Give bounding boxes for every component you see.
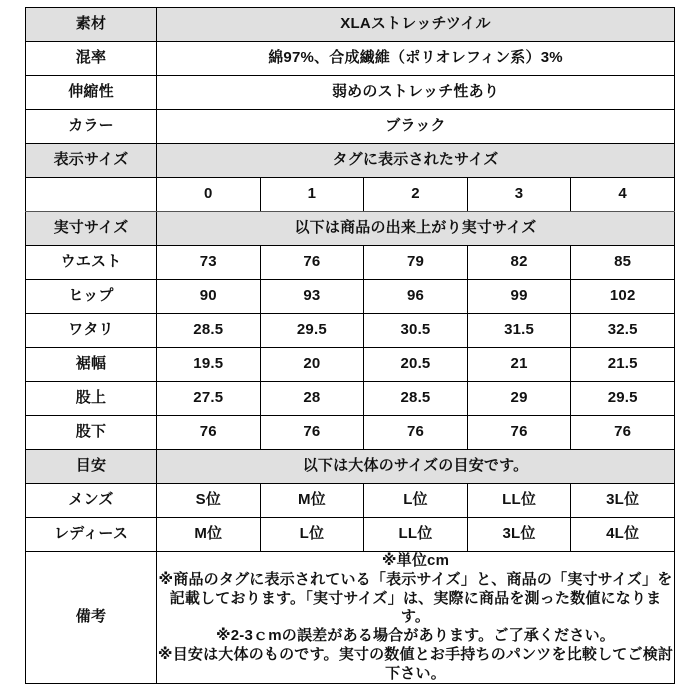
- table-row: [26, 280, 675, 314]
- table-row: [26, 518, 675, 552]
- row-label-empty: [26, 178, 157, 212]
- table-row: [26, 382, 675, 416]
- table-row: [26, 314, 675, 348]
- size-cell: 3L位: [571, 484, 675, 518]
- note-line: ※単位cm: [381, 552, 450, 569]
- size-cell: 4: [571, 178, 675, 212]
- size-cell: 29.5: [260, 314, 364, 348]
- row-value-merged: 以下は商品の出来上がり実寸サイズ: [157, 212, 675, 246]
- size-cell: 79: [364, 246, 468, 280]
- size-cell: 76: [260, 416, 364, 450]
- row-value-merged: タグに表示されたサイズ: [157, 144, 675, 178]
- table-row: [26, 348, 675, 382]
- row-label: メンズ: [26, 484, 157, 518]
- size-cell: L位: [364, 484, 468, 518]
- size-cell: 19.5: [157, 348, 261, 382]
- size-cell: 76: [571, 416, 675, 450]
- size-cell: 76: [467, 416, 571, 450]
- size-cell: 27.5: [157, 382, 261, 416]
- size-cell: 21: [467, 348, 571, 382]
- table-row: [26, 450, 675, 484]
- note-line: ※2-3ｃmの誤差がある場合があります。ご了承ください。: [215, 627, 615, 644]
- row-value-merged: 弱めのストレッチ性あり: [157, 76, 675, 110]
- size-cell: M位: [260, 484, 364, 518]
- size-cell: 20.5: [364, 348, 468, 382]
- size-cell: 20: [260, 348, 364, 382]
- row-label: 表示サイズ: [26, 144, 157, 178]
- table-row: [26, 212, 675, 246]
- size-cell: M位: [157, 518, 261, 552]
- row-label: ヒップ: [26, 280, 157, 314]
- size-cell: L位: [260, 518, 364, 552]
- row-value-merged: ブラック: [157, 110, 675, 144]
- size-cell: 99: [467, 280, 571, 314]
- table-row: [26, 42, 675, 76]
- row-label: 伸縮性: [26, 76, 157, 110]
- row-label: ワタリ: [26, 314, 157, 348]
- row-label: 実寸サイズ: [26, 212, 157, 246]
- row-label: 股上: [26, 382, 157, 416]
- row-label: 股下: [26, 416, 157, 450]
- tag-size-number-row: [26, 178, 675, 212]
- size-cell: 3: [467, 178, 571, 212]
- size-cell: LL位: [467, 484, 571, 518]
- size-cell: 102: [571, 280, 675, 314]
- size-cell: 3L位: [467, 518, 571, 552]
- size-cell: 32.5: [571, 314, 675, 348]
- spec-table-body: [26, 8, 675, 684]
- size-cell: 29.5: [571, 382, 675, 416]
- size-cell: LL位: [364, 518, 468, 552]
- size-cell: 21.5: [571, 348, 675, 382]
- row-value-merged: 以下は大体のサイズの目安です。: [157, 450, 675, 484]
- row-label: レディース: [26, 518, 157, 552]
- size-cell: 31.5: [467, 314, 571, 348]
- size-cell: 76: [364, 416, 468, 450]
- note-line: ※目安は大体のものです。実寸の数値とお手持ちのパンツを比較してご検討下さい。: [157, 645, 674, 682]
- table-row: [26, 484, 675, 518]
- size-cell: 29: [467, 382, 571, 416]
- row-label: 混率: [26, 42, 157, 76]
- row-label: 目安: [26, 450, 157, 484]
- table-row: [26, 110, 675, 144]
- size-cell: 28: [260, 382, 364, 416]
- size-cell: 96: [364, 280, 468, 314]
- notes-body: [157, 552, 675, 684]
- size-cell: 85: [571, 246, 675, 280]
- size-cell: 90: [157, 280, 261, 314]
- size-cell: 28.5: [157, 314, 261, 348]
- size-spec-sheet: [25, 7, 675, 684]
- row-value-merged: 綿97%、合成繊維（ポリオレフィン系）3%: [157, 42, 675, 76]
- table-row: [26, 76, 675, 110]
- size-cell: S位: [157, 484, 261, 518]
- row-value-merged: XLAストレッチツイル: [157, 8, 675, 42]
- row-label: 裾幅: [26, 348, 157, 382]
- size-cell: 30.5: [364, 314, 468, 348]
- table-row: [26, 246, 675, 280]
- size-cell: 76: [260, 246, 364, 280]
- row-label: 素材: [26, 8, 157, 42]
- size-cell: 73: [157, 246, 261, 280]
- row-label: カラー: [26, 110, 157, 144]
- size-cell: 28.5: [364, 382, 468, 416]
- size-cell: 4L位: [571, 518, 675, 552]
- note-line: ※商品のタグに表示されている「表示サイズ」と、商品の「実寸サイズ」を記載しております。「実寸サイズ」は、実際に商品を測った数値になります。: [158, 570, 673, 626]
- size-cell: 0: [157, 178, 261, 212]
- row-label: ウエスト: [26, 246, 157, 280]
- size-cell: 1: [260, 178, 364, 212]
- size-cell: 82: [467, 246, 571, 280]
- product-spec-table: [25, 7, 675, 684]
- size-cell: 93: [260, 280, 364, 314]
- table-row: [26, 144, 675, 178]
- size-cell: 76: [157, 416, 261, 450]
- table-row: [26, 416, 675, 450]
- notes-label: 備考: [26, 552, 157, 684]
- size-cell: 2: [364, 178, 468, 212]
- notes-row: [26, 552, 675, 684]
- table-row: [26, 8, 675, 42]
